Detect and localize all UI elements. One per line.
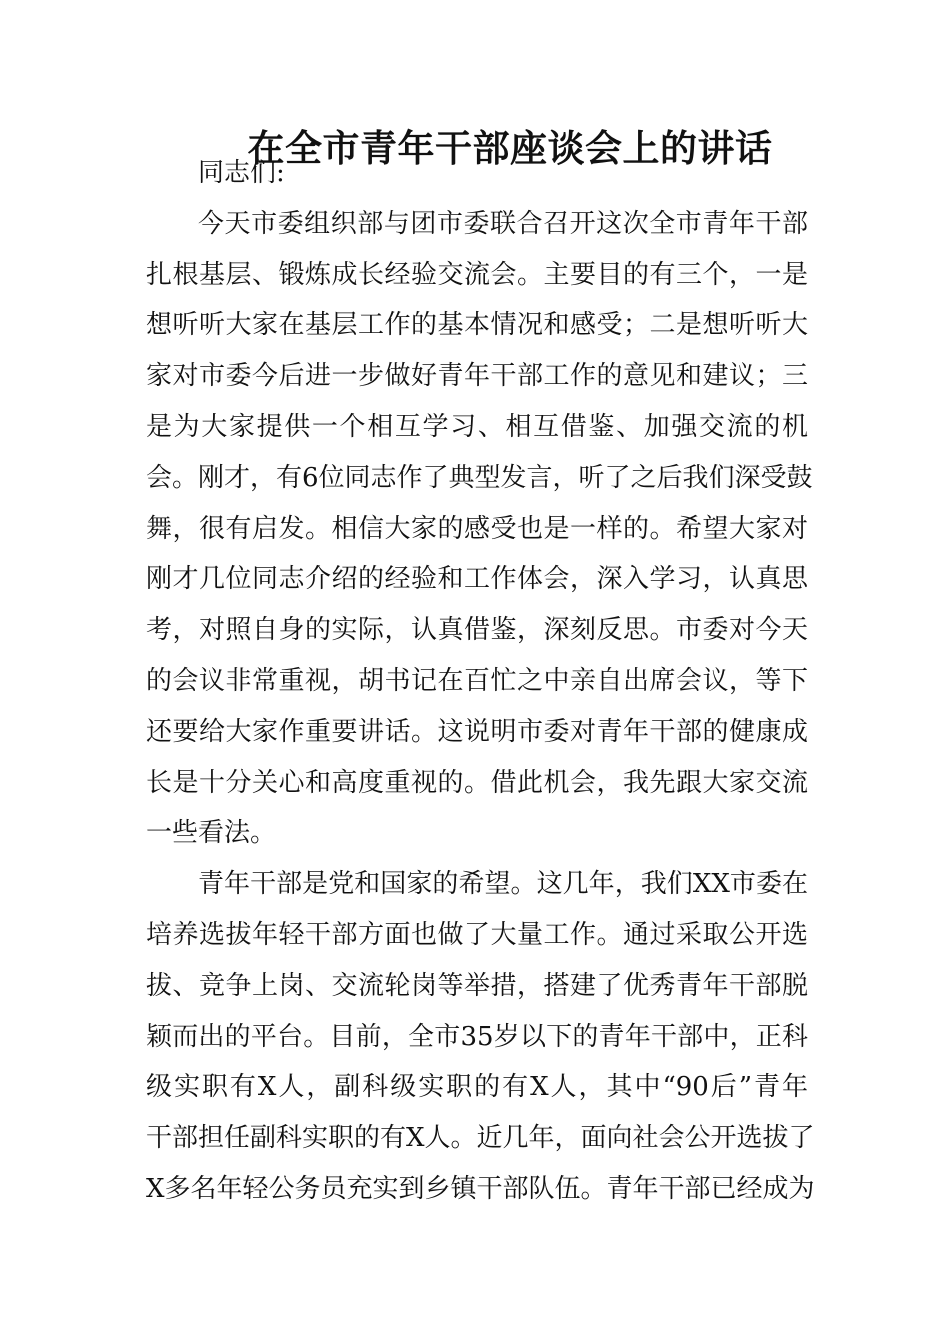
text-line: 一些看法。 [146, 818, 277, 849]
text-line: 今天市委组织部与团市委联合召开这次全市青年干部 [198, 208, 808, 239]
page-title: 在全市青年干部座谈会上的讲话 [247, 126, 773, 170]
text-line: 是为大家提供一个相互学习、相互借鉴、加强交流的机 [146, 411, 808, 442]
text-line: 青年干部是党和国家的希望。这几年，我们XX市委在 [198, 869, 808, 900]
text-line: 家对市委今后进一步做好青年干部工作的意见和建议；三 [146, 361, 808, 392]
text-line: 长是十分关心和高度重视的。借此机会，我先跟大家交流 [146, 767, 808, 798]
text-line: 扎根基层、锻炼成长经验交流会。主要目的有三个，一是 [146, 259, 808, 290]
text-line: 拔、竞争上岗、交流轮岗等举措，搭建了优秀青年干部脱 [146, 970, 808, 1001]
text-line: 级实职有X人，副科级实职的有X人，其中“90后”青年 [146, 1072, 808, 1103]
text-line: 刚才几位同志介绍的经验和工作体会，深入学习，认真思 [146, 564, 808, 595]
text-line: 培养选拔年轻干部方面也做了大量工作。通过采取公开选 [146, 919, 808, 950]
text-line: 会。刚才，有6位同志作了典型发言，听了之后我们深受鼓 [146, 462, 813, 493]
text-line: 同志们: [198, 158, 285, 188]
text-line: X多名年轻公务员充实到乡镇干部队伍。青年干部已经成为 [146, 1173, 815, 1204]
text-line: 想听听大家在基层工作的基本情况和感受；二是想听听大 [146, 310, 808, 341]
text-line: 还要给大家作重要讲话。这说明市委对青年干部的健康成 [146, 716, 808, 747]
speech-body [146, 148, 815, 1215]
text-line: 舞，很有启发。相信大家的感受也是一样的。希望大家对 [146, 513, 808, 544]
text-line: 的会议非常重视，胡书记在百忙之中亲自出席会议，等下 [146, 665, 808, 696]
text-line: 干部担任副科实职的有X人。近几年，面向社会公开选拔了 [146, 1123, 815, 1154]
text-line: 考，对照自身的实际，认真借鉴，深刻反思。市委对今天 [146, 615, 808, 646]
text-line: 颖而出的平台。目前，全市35岁以下的青年干部中，正科 [146, 1021, 808, 1052]
